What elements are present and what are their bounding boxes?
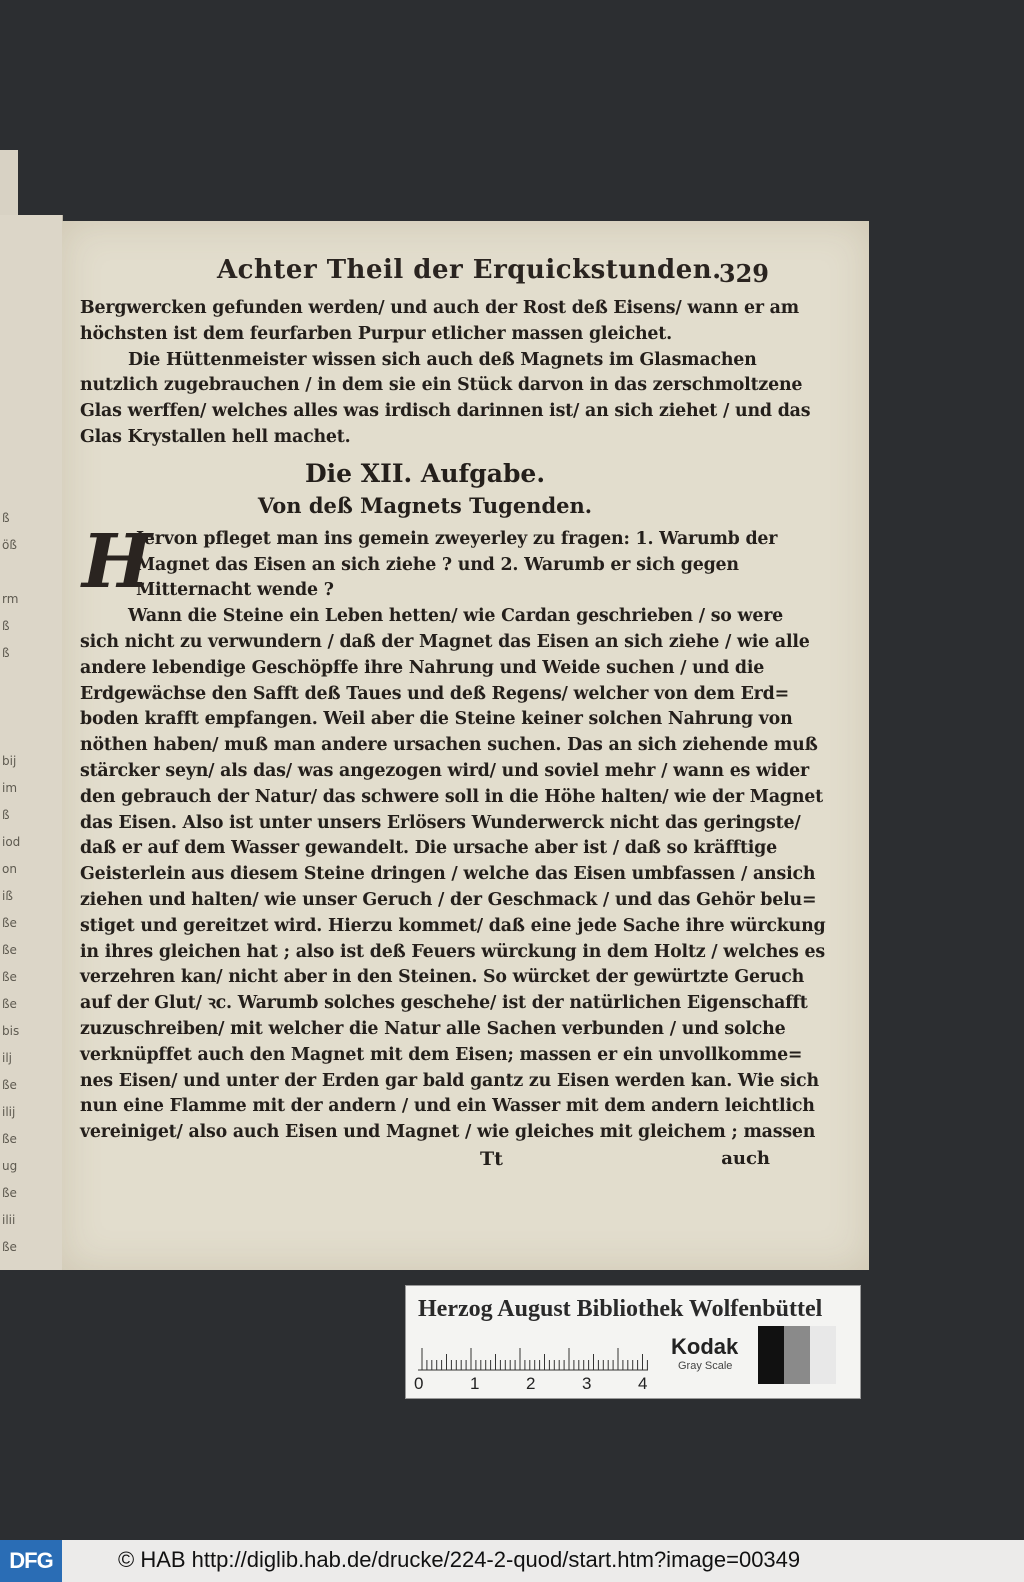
text-block xyxy=(80,296,826,1178)
margin-fragment xyxy=(2,694,24,721)
text-line: nutzlich zugebrauchen / in dem sie ein Stück darvon in das zerschmoltzene xyxy=(80,375,803,396)
text-line: in ihres gleichen hat ; also ist deß Feuers würckung in dem Holtz / welches es xyxy=(80,941,825,962)
text-line: ziehen und halten/ wie unser Geruch / der Geschmack / und das Gehör belu= xyxy=(80,889,817,910)
margin-fragment: ße xyxy=(2,997,17,1011)
page-number: 329 xyxy=(718,259,769,288)
running-head xyxy=(62,251,869,291)
gray-swatch xyxy=(810,1326,836,1384)
text-line: sich nicht zu verwundern / daß der Magnet das Eisen an sich ziehe / wie alle xyxy=(80,631,810,652)
margin-fragment: bij xyxy=(2,754,17,768)
margin-fragment: iß xyxy=(2,889,13,903)
section-title: Die XII. Aufgabe. xyxy=(304,458,546,488)
drop-cap-initial: H xyxy=(82,518,152,605)
text-line: das Eisen. Also ist unter unsers Erlösers Wunderwerck nicht das geringste/ xyxy=(80,812,801,833)
text-line: Wann die Steine ein Leben hetten/ wie Cardan geschrieben / so were xyxy=(128,606,784,627)
margin-fragment: ß xyxy=(2,808,10,822)
text-line: stärcker seyn/ als das/ was angezogen wird/ und soviel mehr / wann es wider xyxy=(80,760,809,781)
margin-fragment: ße xyxy=(2,1240,17,1254)
footer-bar xyxy=(0,1540,1024,1582)
library-label: Herzog August Bibliothek Wolfenbüttel xyxy=(418,1296,823,1322)
ruler-number: 1 xyxy=(470,1374,480,1393)
catchword: auch xyxy=(721,1147,770,1169)
margin-fragment: ß xyxy=(2,511,10,525)
margin-fragment: rm xyxy=(2,592,19,606)
text-line: Erdgewächse den Safft deß Taues und deß Regens/ welcher von dem Erd= xyxy=(80,683,789,704)
margin-fragment: bis xyxy=(2,1024,20,1038)
ruler-number: 0 xyxy=(414,1374,424,1393)
ruler-scale xyxy=(418,1338,648,1372)
margin-fragment: ilij xyxy=(2,1105,16,1119)
text-line: boden krafft empfangen. Weil aber die Steine keiner solchen Nahrung von xyxy=(80,709,793,730)
kodak-logo: Kodak xyxy=(671,1334,739,1359)
text-line: andere lebendige Geschöpffe ihre Nahrung und Weide suchen / und die xyxy=(80,657,765,678)
text-line: nöthen haben/ muß man andere ursachen suchen. Das an sich ziehende muß xyxy=(80,735,818,756)
text-line: vereiniget/ also auch Eisen und Magnet / wie gleiches mit gleichem ; massen xyxy=(80,1122,816,1143)
previous-page-fragment xyxy=(0,215,63,1270)
margin-fragment: ß xyxy=(2,646,10,660)
text-line: auf der Glut/ ꝛc. Warumb solches geschehe/ ist der natürlichen Eigenschafft xyxy=(80,993,808,1014)
text-line: zuzuschreiben/ mit welcher die Natur alle Sachen verbunden / und solche xyxy=(80,1018,786,1039)
margin-fragment: ße xyxy=(2,916,17,930)
margin-fragment: ße xyxy=(2,970,17,984)
margin-fragment: on xyxy=(2,862,17,876)
margin-fragment xyxy=(2,667,24,694)
gray-swatch xyxy=(784,1326,810,1384)
margin-fragment: ße xyxy=(2,943,17,957)
text-line: Mitternacht wende ? xyxy=(136,580,334,601)
text-line: verzehren kan/ nicht aber in den Steinen. So würcket der gewürtzte Geruch xyxy=(80,967,805,988)
text-line: Glas werffen/ welches alles was irdisch darinnen ist/ an sich ziehet / und das xyxy=(80,401,811,422)
margin-fragment: ße xyxy=(2,1186,17,1200)
signature-mark: Tt xyxy=(480,1147,503,1170)
text-line: höchsten ist dem feurfarben Purpur etlicher massen gleichet. xyxy=(80,323,672,344)
color-target-card xyxy=(405,1285,861,1399)
ruler-number: 4 xyxy=(638,1374,648,1393)
margin-fragment: im xyxy=(2,781,18,795)
margin-fragment: ß xyxy=(2,619,10,633)
text-line: verknüpffet auch den Magnet mit dem Eisen; massen er ein unvollkomme= xyxy=(80,1044,803,1065)
text-line: Iervon pfleget man ins gemein zweyerley zu fragen: 1. Warumb der xyxy=(136,528,778,549)
text-line: Bergwercken gefunden werden/ und auch der Rost deß Eisens/ wann er am xyxy=(80,298,799,318)
text-line: Glas Krystallen hell machet. xyxy=(80,426,351,447)
paragraph-body xyxy=(80,630,826,1146)
gray-swatch xyxy=(758,1326,784,1384)
margin-fragment: ilii xyxy=(2,1213,16,1227)
text-line: daß er auf dem Wasser gewandelt. Die ursache aber ist / daß so kräfftige xyxy=(80,838,778,859)
text-line: Magnet das Eisen an sich ziehe ? und 2. Warumb er sich gegen xyxy=(136,554,739,575)
book-page xyxy=(62,221,869,1270)
margin-fragment: ug xyxy=(2,1159,18,1173)
margin-fragment: ilj xyxy=(2,1051,13,1065)
page-foot xyxy=(80,1148,770,1178)
running-title: Achter Theil der Erquickstunden. xyxy=(217,255,722,285)
copyright-link[interactable]: © HAB http://diglib.hab.de/drucke/224-2-quod/start.htm?image=00349 xyxy=(118,1547,801,1572)
text-line: stiget und gereitzet wird. Hierzu kommet/ daß eine jede Sache ihre würckung xyxy=(80,915,826,936)
previous-page-margin-text xyxy=(2,505,24,1261)
margin-fragment xyxy=(2,721,24,748)
text-line: nun eine Flamme mit der andern / und ein Wasser mit dem andern leichtlich xyxy=(80,1096,815,1117)
margin-fragment: iod xyxy=(2,835,21,849)
text-line: Die Hüttenmeister wissen sich auch deß Magnets im Glasmachen xyxy=(128,349,757,370)
ruler-number: 2 xyxy=(526,1374,536,1393)
margin-fragment: öß xyxy=(2,538,17,552)
previous-page-edge xyxy=(0,150,18,220)
margin-fragment xyxy=(2,559,24,586)
margin-fragment: ße xyxy=(2,1078,17,1092)
drop-cap-paragraph xyxy=(80,518,778,605)
section-subtitle: Von deß Magnets Tugenden. xyxy=(257,492,593,518)
text-line: den gebrauch der Natur/ das schwere soll in die Höhe halten/ wie der Magnet xyxy=(80,786,823,807)
text-line: Geisterlein aus diesem Steine dringen / welche das Eisen umbfassen / ansich xyxy=(80,864,816,885)
text-line: nes Eisen/ und unter der Erden gar bald gantz zu Eisen werden kan. Wie sich xyxy=(80,1070,819,1091)
kodak-subtitle: Gray Scale xyxy=(678,1360,733,1372)
dfg-logo: DFG xyxy=(0,1540,62,1582)
ruler-number: 3 xyxy=(582,1374,592,1393)
margin-fragment: ße xyxy=(2,1132,17,1146)
